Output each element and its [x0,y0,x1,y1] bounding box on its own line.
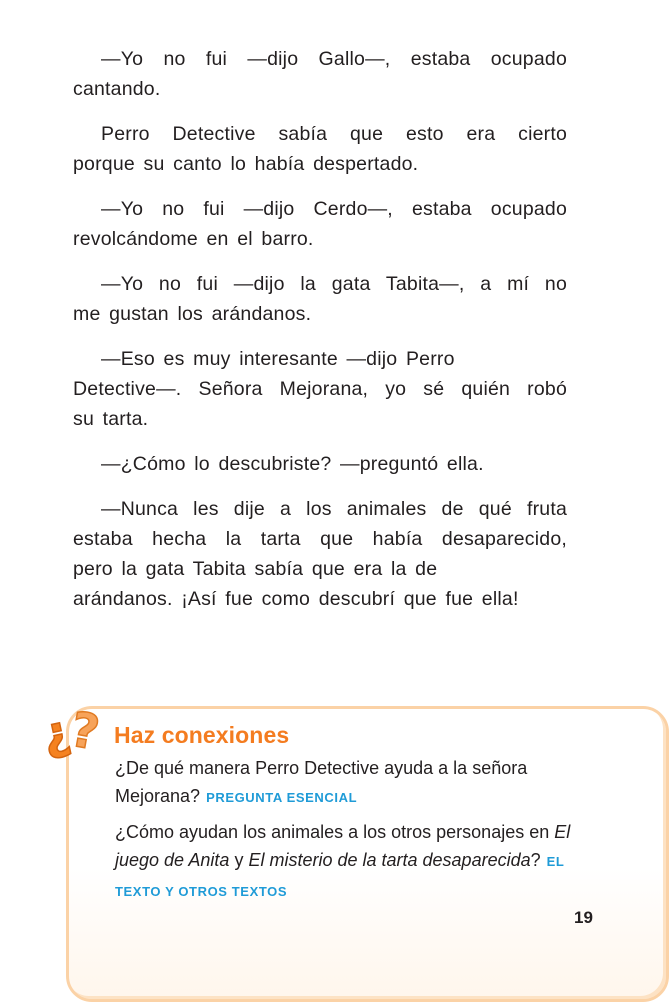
question-text: ¿De qué manera Perro Detective ayuda a la señora Mejorana? [115,758,528,806]
paragraph [73,449,567,479]
paragraph [73,44,567,104]
text-line: —Yo no fui —dijo la gata Tabita—, a mí no [101,273,567,295]
section-heading: Haz conexiones [114,722,290,748]
question-tag: PREGUNTA ESENCIAL [206,790,358,805]
question-marks-icon-graphic [38,696,114,760]
text-line: arándanos. ¡Así fue como descubrí que fue ella! [73,588,519,610]
text-line: —Nunca les dije a los animales de qué fruta [101,498,567,520]
paragraph [73,494,567,614]
text-line: su tarta. [73,408,149,430]
paragraph [73,119,567,179]
paragraph [73,194,567,254]
text-line: —Eso es muy interesante —dijo Perro [101,348,455,370]
text-line: —Yo no fui —dijo Cerdo—, estaba ocupado [101,198,567,220]
question-text-to-text [115,818,605,906]
story-text [73,44,567,629]
text-line: revolcándome en el barro. [73,228,314,250]
text-line: me gustan los arándanos. [73,303,312,325]
text-line: estaba hecha la tarta que había desaparecido, [73,528,567,550]
page-number: 19 [574,908,593,927]
svg-text:?: ? [66,701,104,760]
book-title: El juego de Anita [115,822,571,870]
paragraph [73,269,567,329]
text-line: Perro Detective sabía que esto era cierto [101,123,567,145]
book-title: El misterio de la tarta desaparecida [248,850,531,870]
text-line: cantando. [73,78,161,100]
question-essential [115,754,605,812]
question-text: y [229,850,249,870]
text-line: pero la gata Tabita sabía que era la de [73,558,438,580]
question-tag: EL TEXTO Y OTROS TEXTOS [115,854,565,899]
text-line: Detective—. Señora Mejorana, yo sé quién robó [73,378,567,400]
text-line: —Yo no fui —dijo Gallo—, estaba ocupado [101,48,567,70]
text-line: —¿Cómo lo descubriste? —preguntó ella. [101,453,484,475]
paragraph [73,344,567,434]
question-marks-icon [38,696,114,760]
text-line: porque su canto lo había despertado. [73,153,419,175]
question-text: ¿Cómo ayudan los animales a los otros personajes en [115,822,555,842]
svg-text:¿: ¿ [38,703,75,760]
question-text: ? [530,850,541,870]
